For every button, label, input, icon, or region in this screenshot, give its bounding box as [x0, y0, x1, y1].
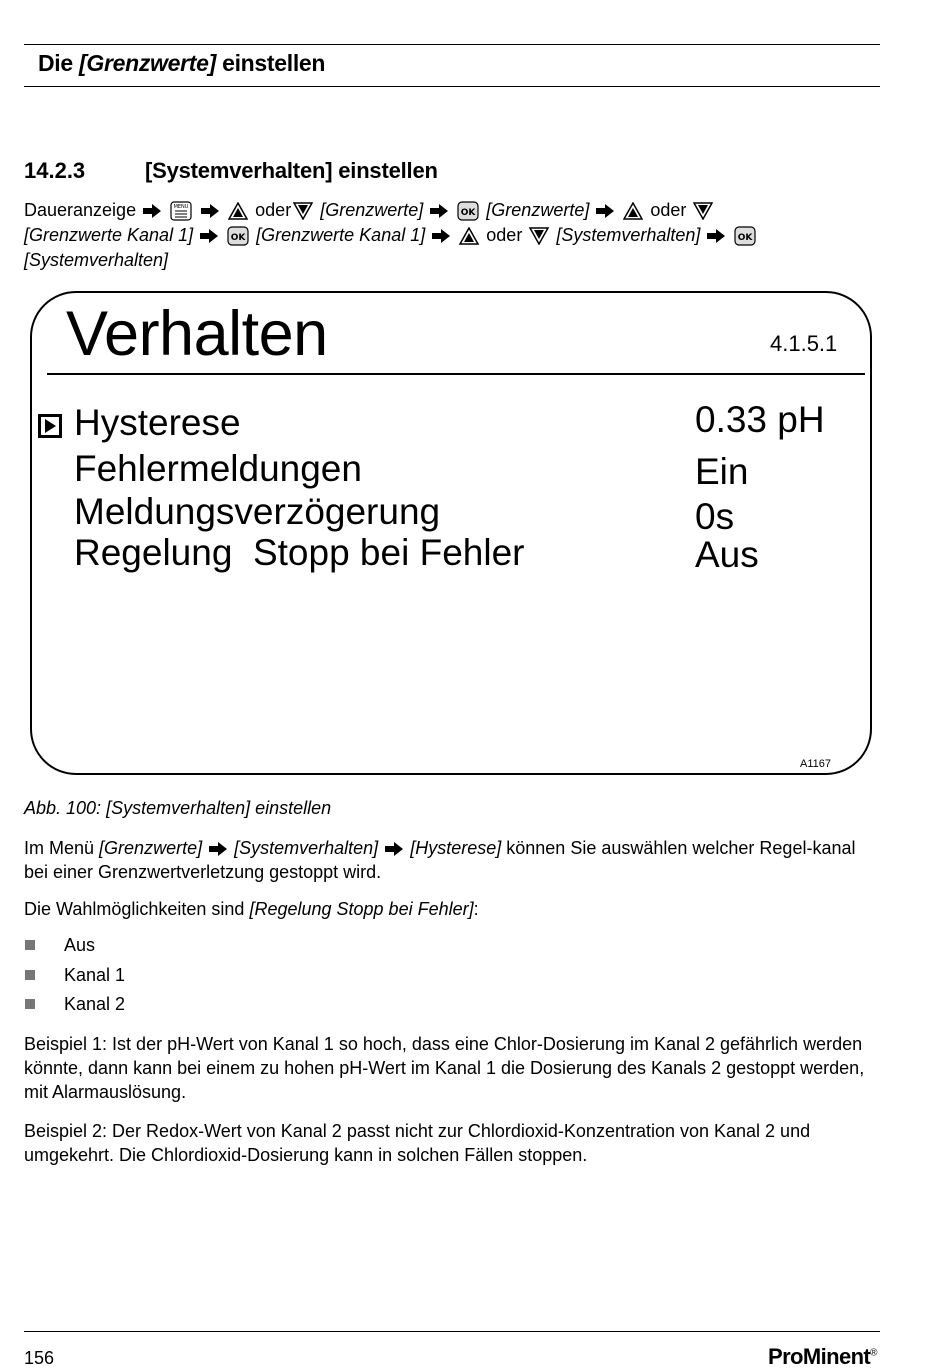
up-key-icon	[459, 227, 479, 245]
figure-caption: Abb. 100: [Systemverhalten] einstellen	[24, 798, 332, 818]
footer-rule	[24, 1331, 880, 1332]
paragraph-options-intro: Die Wahlmöglichkeiten sind [Regelung Stopp bei Fehler]:	[24, 899, 479, 919]
ok-key-icon	[734, 226, 756, 246]
header-rule-bottom	[24, 86, 880, 87]
svg-text:OK: OK	[230, 233, 246, 244]
display-item-value: Ein	[695, 451, 749, 492]
navigation-path: Daueranzeige MENU oder [Grenzwerte] OK [Grenzwerte] oder [Grenzwerte Kanal 1] OK [Grenzwerte Kanal 1] oder [Systemverhalten] OK [Systemverhalten]	[24, 198, 884, 273]
ok-key-icon	[227, 226, 249, 246]
display-title: Verhalten	[66, 299, 328, 369]
display-item-label: Meldungsverzögerung	[74, 491, 441, 532]
right-arrow-icon	[201, 204, 219, 218]
svg-text:OK: OK	[738, 233, 753, 244]
right-arrow-icon	[430, 204, 448, 218]
paragraph-example-2: Beispiel 2: Der Redox-Wert von Kanal 2 passt nicht zur Chlordioxid-Konzentration von Kanal 2 und umgekehrt. Die Chlordioxid-Dosierung kann in solchen Fällen stoppen.	[24, 1121, 811, 1165]
display-item-value: 0s	[695, 496, 735, 537]
prominent-logo: ProMinent®	[768, 1344, 877, 1369]
menu-key-icon	[170, 201, 192, 221]
up-key-icon	[228, 202, 248, 220]
right-arrow-icon	[707, 229, 725, 243]
figure-code: A1167	[800, 758, 831, 770]
header-rule-top	[24, 44, 880, 45]
display-divider	[47, 373, 865, 375]
ok-key-icon	[457, 201, 479, 221]
bullet-square-icon	[25, 970, 35, 980]
paragraph-example-1: Beispiel 1: Ist der pH-Wert von Kanal 1 so hoch, dass eine Chlor-Dosierung im Kanal 2 gefährlich werden könnte, dann kann bei einem zu hohen pH-Wert im Kanal 1 die Dosierung des Kanals 2 gestoppt werden, mit Alarmauslösung.	[24, 1034, 865, 1102]
display-item-value: 0.33 pH	[695, 399, 825, 440]
page-number: 156	[24, 1348, 55, 1368]
right-arrow-icon	[385, 842, 403, 856]
display-item-value: Aus	[695, 534, 759, 575]
svg-text:MENU: MENU	[173, 204, 189, 211]
bullet-square-icon	[25, 940, 35, 950]
bullet-square-icon	[25, 999, 35, 1009]
right-arrow-icon	[432, 229, 450, 243]
right-arrow-icon	[596, 204, 614, 218]
right-arrow-icon	[200, 229, 218, 243]
svg-text:OK: OK	[460, 208, 476, 219]
section-title: [Systemverhalten] einstellen	[145, 158, 438, 183]
down-key-icon	[293, 202, 313, 220]
down-key-icon	[693, 202, 713, 220]
selection-cursor-icon	[38, 414, 62, 438]
down-key-icon	[529, 227, 549, 245]
display-menu-number: 4.1.5.1	[770, 331, 838, 356]
display-item-label: Hysterese	[74, 402, 241, 443]
up-key-icon	[623, 202, 643, 220]
right-arrow-icon	[209, 842, 227, 856]
paragraph-menu-description: Im Menü [Grenzwerte] [Systemverhalten] [Hysterese] können Sie auswählen welcher Regel-kanal bei einer Grenzwertverletzung gestoppt wird.	[24, 838, 856, 882]
display-item-label: Regelung Stopp bei Fehler	[74, 532, 525, 573]
right-arrow-icon	[143, 204, 161, 218]
page-header-title: Die [Grenzwerte] einstellen	[38, 50, 326, 76]
section-number: 14.2.3	[24, 158, 86, 183]
display-item-label: Fehlermeldungen	[74, 448, 362, 489]
